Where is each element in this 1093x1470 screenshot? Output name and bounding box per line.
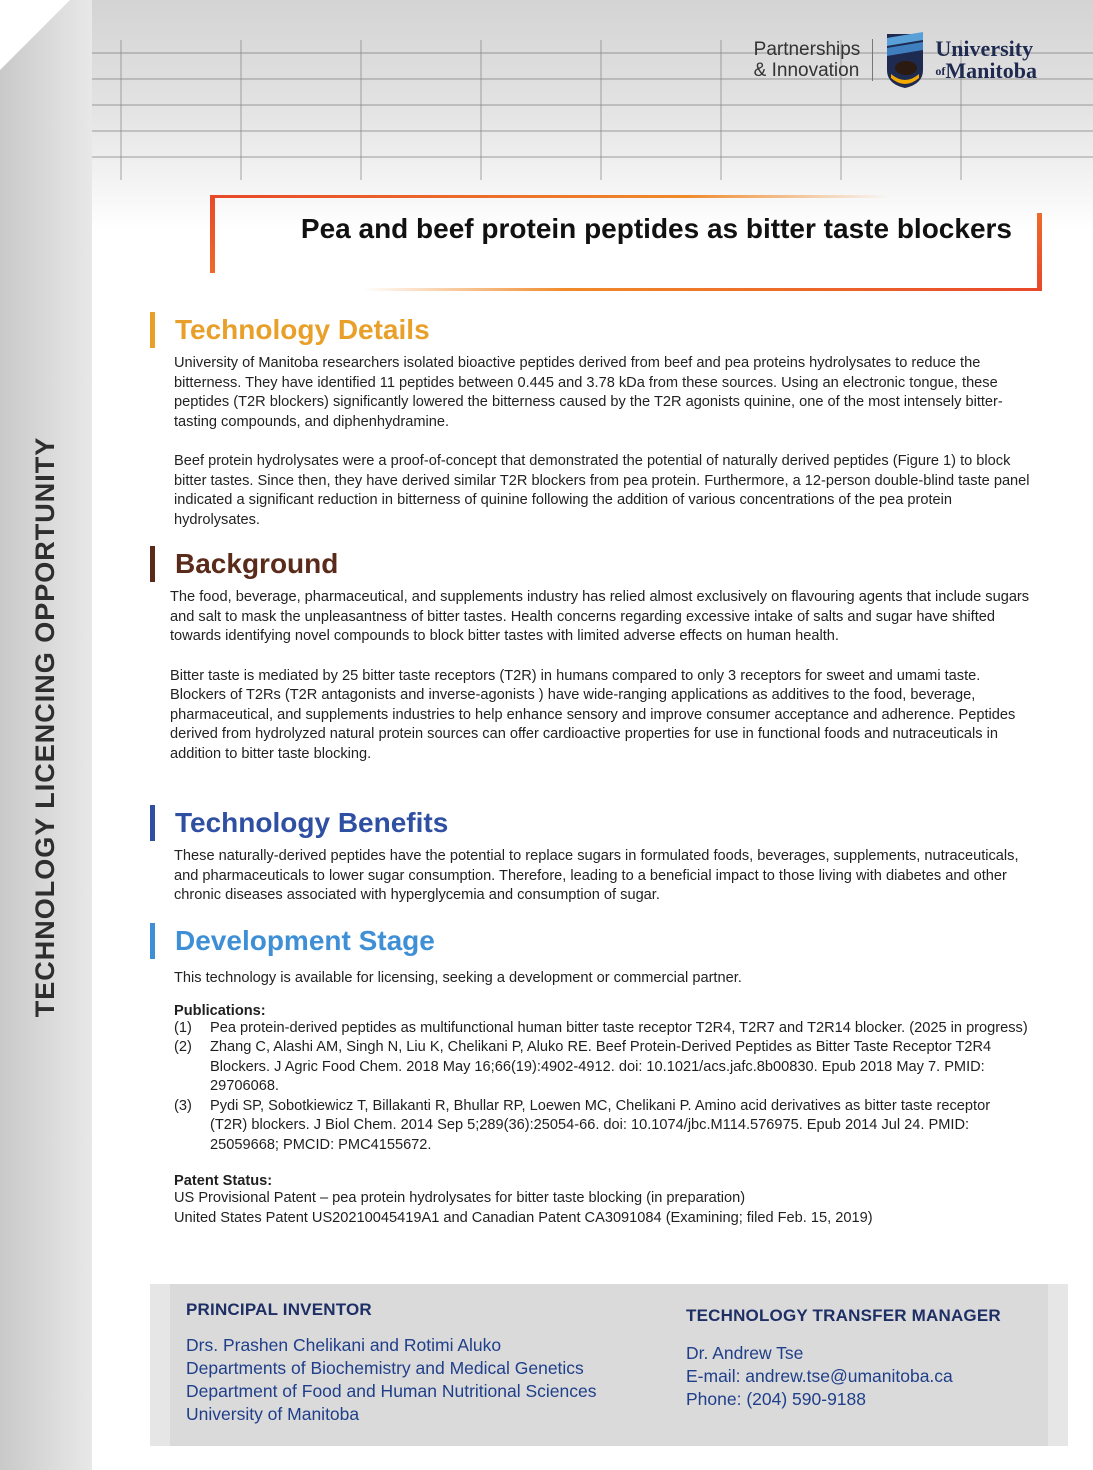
- section-technology-benefits: [150, 805, 1030, 906]
- university-wordmark: University $^{of}$Manitoba: [935, 36, 1037, 83]
- list-item: (3) Pydi SP, Sobotkiewicz T, Billakanti R, Bhullar RP, Loewen MC, Chelikani P. Amino acid derivatives as bitter taste receptor (T2R) blockers. J Biol Chem. 2014 Sep 5;289(36):25054-66. doi: 10.1074/jbc.M114.576975. Epub 2014 Jul 24. PMID: 25059668; PMCID: PMC4155672.: [174, 1097, 991, 1153]
- section-background: [150, 546, 1030, 764]
- technology-transfer-manager: TECHNOLOGY TRANSFER MANAGER Dr. Andrew Tse E-mail: andrew.tse@umanitoba.ca Phone: (204) 590-9188: [686, 1306, 1001, 1409]
- title-box: [210, 195, 1042, 291]
- contact-box: [150, 1284, 1068, 1446]
- paragraph: The food, beverage, pharmaceutical, and supplements industry has relied almost exclusively on flavouring agents that include sugars and salt to mask the unpleasantness of bitter tastes. Health concerns regarding excessive intake of salts and sugar have shifted towards identifying novel compounds to block bitter tastes with limited adverse effects on human health.: [170, 589, 1030, 644]
- paragraph: These naturally-derived peptides have the potential to replace sugars in formulated foods, beverages, supplements, nutraceuticals, and pharmaceuticals to lower sugar consumption. Therefore, leading to a beneficial impact to those living with diabetes and other chronic diseases associated with hyperglycemia and consumption of sugar.: [174, 848, 1019, 903]
- email-link[interactable]: E-mail: andrew.tse@umanitoba.ca: [686, 1366, 953, 1386]
- publications-list: [174, 1019, 1030, 1156]
- publications-heading: Publications:: [174, 1002, 266, 1019]
- section-technology-details: [150, 312, 1030, 530]
- section-heading: Background: [175, 548, 339, 579]
- inventor-heading: PRINCIPAL INVENTOR: [186, 1300, 372, 1319]
- principal-inventor: PRINCIPAL INVENTOR Drs. Prashen Chelikani and Rotimi Aluko Departments of Biochemistry and Medical Genetics Department of Food and Human Nutritional Sciences University of Manitoba: [186, 1300, 597, 1424]
- section-development-stage: [150, 923, 1030, 1228]
- side-label: TECHNOLOGY LICENCING OPPORTUNITY: [30, 436, 60, 1018]
- section-heading: Development Stage: [175, 925, 435, 956]
- paragraph: Beef protein hydrolysates were a proof-of-concept that demonstrated the potential of naturally derived peptides (Figure 1) to block bitter tastes. Since then, they have derived similar T2R blockers from pea protein. Furthermore, a 12-person double-blind taste panel indicated a significant reduction in bitterness of quinine following the addition of various concentrations of the pea protein hydrolysates.: [174, 453, 1030, 528]
- section-heading: Technology Details: [175, 314, 430, 345]
- manager-heading: TECHNOLOGY TRANSFER MANAGER: [686, 1306, 1001, 1325]
- partnerships-logo: Partnerships & Innovation: [754, 39, 874, 81]
- section-heading: Technology Benefits: [175, 807, 449, 838]
- list-item: (1) Pea protein-derived peptides as multifunctional human bitter taste receptor T2R4, T2R7 and T2R14 blocker. (2025 in progress): [174, 1019, 1028, 1036]
- patent-heading: Patent Status:: [174, 1173, 273, 1189]
- patent-line: United States Patent US20210045419A1 and Canadian Patent CA3091084 (Examining; filed Feb. 15, 2019): [174, 1209, 873, 1226]
- paragraph: University of Manitoba researchers isolated bioactive peptides derived from beef and pea proteins hydrolysates to reduce the bitterness. They have identified 11 peptides between 0.445 and 3.78 kDa from these sources. Using an electronic tongue, these peptides (T2R blockers) significantly lowered the bitterness caused by the T2R agonists quinine, one of the most intensely bitter-tasting compounds, and diphenhydramine.: [174, 355, 1003, 430]
- list-item: (2) Zhang C, Alashi AM, Singh N, Liu K, Chelikani P, Aluko RE. Beef Protein-Derived Peptides as Bitter Taste Receptor T2R4 Blockers. J Agric Food Chem. 2018 May 16;66(19):4902-4912. doi: 10.1021/acs.jafc.8b00830. Epub 2018 May 7. PMID: 29706068.: [174, 1039, 992, 1094]
- phone-number: Phone: (204) 590-9188: [686, 1389, 866, 1409]
- university-shield-icon: [885, 30, 925, 90]
- logo-area: [754, 30, 1037, 90]
- page-title: Pea and beef protein peptides as bitter taste blockers: [300, 213, 1012, 244]
- paragraph: Bitter taste is mediated by 25 bitter taste receptors (T2R) in humans compared to only 3 receptors for sweet and umami taste. Blockers of T2Rs (T2R antagonists and inverse-agonists ) have wide-ranging applications as additives to the food, beverage, pharmaceutical, and supplements industries to help enhance sensory and improve consumer acceptance and adherence. Peptides derived from hydrolyzed natural protein sources can offer cardioactive properties for use in functional foods and nutraceuticals in addition to bitter taste blocking.: [170, 667, 1016, 762]
- patent-line: US Provisional Patent – pea protein hydrolysates for bitter taste blocking (in preparation): [174, 1190, 746, 1206]
- paragraph: This technology is available for licensing, seeking a development or commercial partner.: [174, 970, 742, 986]
